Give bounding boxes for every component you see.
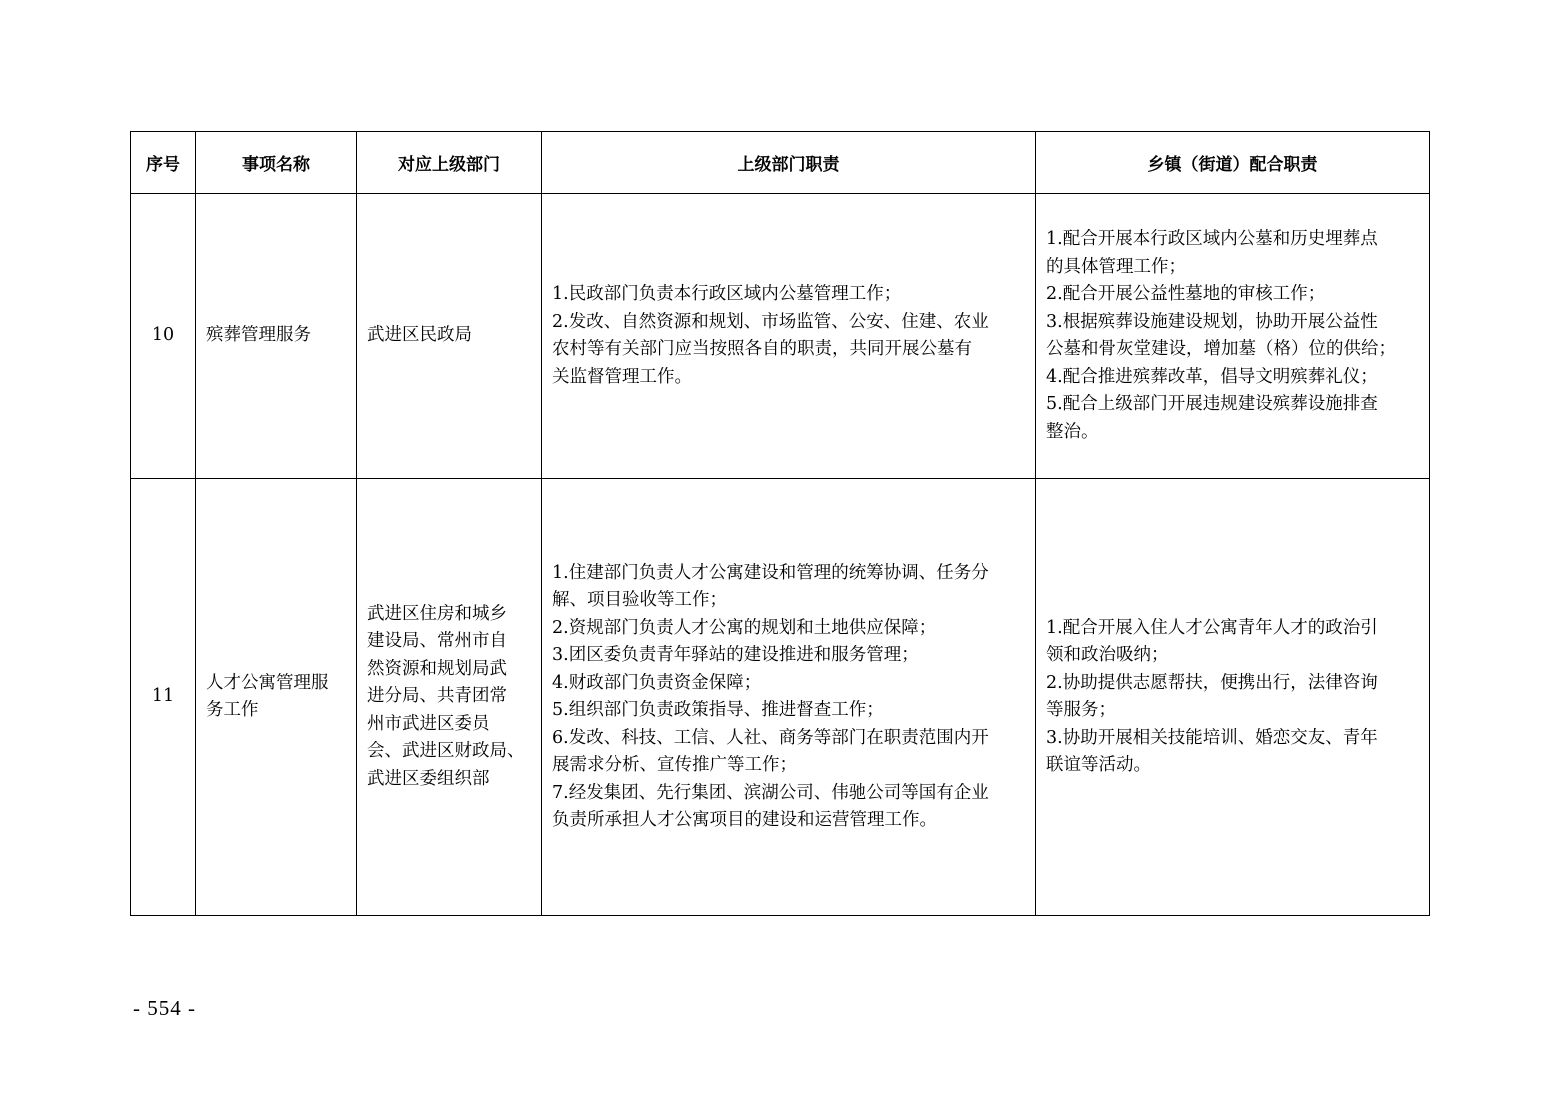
table-header-row — [131, 132, 1430, 194]
coop-line: 整治。 — [1046, 421, 1099, 442]
coop-line: 公墓和骨灰堂建设，增加墓（格）位的供给； — [1046, 339, 1396, 359]
duty-line: 展需求分析、宣传推广等工作； — [552, 755, 797, 775]
duty-line: 1.民政部门负责本行政区域内公墓管理工作； — [552, 284, 902, 304]
department-line: 进分局、共青团常 — [367, 686, 507, 707]
township-duties-cell — [1036, 479, 1430, 916]
coop-line: 2.协助提供志愿帮扶，便携出行，法律咨询 — [1046, 672, 1378, 693]
department-duties-cell — [542, 194, 1036, 479]
township-duties-cell — [1036, 194, 1430, 479]
coop-line: 3.协助开展相关技能培训、婚恋交友、青年 — [1046, 727, 1378, 748]
duty-line: 关监督管理工作。 — [552, 366, 692, 387]
department-line: 武进区民政局 — [367, 325, 472, 346]
item-name-line: 人才公寓管理服 — [206, 672, 329, 693]
coop-line: 等服务； — [1046, 700, 1116, 720]
department-line: 州市武进区委员 — [367, 713, 490, 734]
duty-line: 6.发改、科技、工信、人社、商务等部门在职责范围内开 — [552, 727, 989, 748]
table-row — [131, 194, 1430, 479]
duty-line: 4.财政部门负责资金保障； — [552, 672, 762, 693]
item-name-cell — [196, 479, 357, 916]
item-name-line: 务工作 — [206, 700, 259, 720]
duty-line: 农村等有关部门应当按照各自的职责，共同开展公墓有 — [552, 339, 972, 359]
department-duties-cell — [542, 479, 1036, 916]
page-number: - 554 - — [133, 996, 196, 1020]
item-name-line: 殡葬管理服务 — [206, 325, 311, 346]
coop-line: 4.配合推进殡葬改革，倡导文明殡葬礼仪； — [1046, 366, 1378, 387]
coop-line: 1.配合开展本行政区域内公墓和历史埋葬点 — [1046, 229, 1378, 249]
department-cell — [357, 479, 542, 916]
department-line: 会、武进区财政局、 — [367, 741, 525, 762]
duty-line: 负责所承担人才公寓项目的建设和运营管理工作。 — [552, 810, 937, 830]
header-item-name: 事项名称 — [196, 132, 357, 194]
coop-line: 的具体管理工作； — [1046, 256, 1186, 277]
coop-line: 5.配合上级部门开展违规建设殡葬设施排查 — [1046, 394, 1378, 414]
header-no: 序号 — [131, 132, 196, 194]
header-township-duties: 乡镇（街道）配合职责 — [1036, 132, 1430, 194]
header-department-duties: 上级部门职责 — [542, 132, 1036, 194]
duty-line: 2.发改、自然资源和规划、市场监管、公安、住建、农业 — [552, 311, 989, 332]
duty-line: 解、项目验收等工作； — [552, 590, 727, 610]
header-department: 对应上级部门 — [357, 132, 542, 194]
department-line: 建设局、常州市自 — [367, 631, 507, 652]
duty-line: 1.住建部门负责人才公寓建设和管理的统筹协调、任务分 — [552, 562, 989, 583]
row-number: 10 — [131, 194, 196, 479]
coop-line: 1.配合开展入住人才公寓青年人才的政治引 — [1046, 617, 1378, 638]
duty-line: 3.团区委负责青年驿站的建设推进和服务管理； — [552, 645, 919, 665]
coop-line: 2.配合开展公益性墓地的审核工作； — [1046, 284, 1326, 304]
department-line: 然资源和规划局武 — [367, 658, 507, 679]
item-name-cell — [196, 194, 357, 479]
coop-line: 领和政治吸纳； — [1046, 645, 1169, 665]
department-line: 武进区委组织部 — [367, 768, 490, 789]
coop-line: 联谊等活动。 — [1046, 755, 1151, 775]
department-cell — [357, 194, 542, 479]
department-line: 武进区住房和城乡 — [367, 603, 507, 624]
table-row — [131, 479, 1430, 916]
responsibility-table — [130, 131, 1430, 916]
duty-line: 2.资规部门负责人才公寓的规划和土地供应保障； — [552, 617, 937, 638]
row-number: 11 — [131, 479, 196, 916]
coop-line: 3.根据殡葬设施建设规划，协助开展公益性 — [1046, 311, 1378, 332]
duty-line: 7.经发集团、先行集团、滨湖公司、伟驰公司等国有企业 — [552, 782, 989, 803]
duty-line: 5.组织部门负责政策指导、推进督查工作； — [552, 700, 884, 720]
